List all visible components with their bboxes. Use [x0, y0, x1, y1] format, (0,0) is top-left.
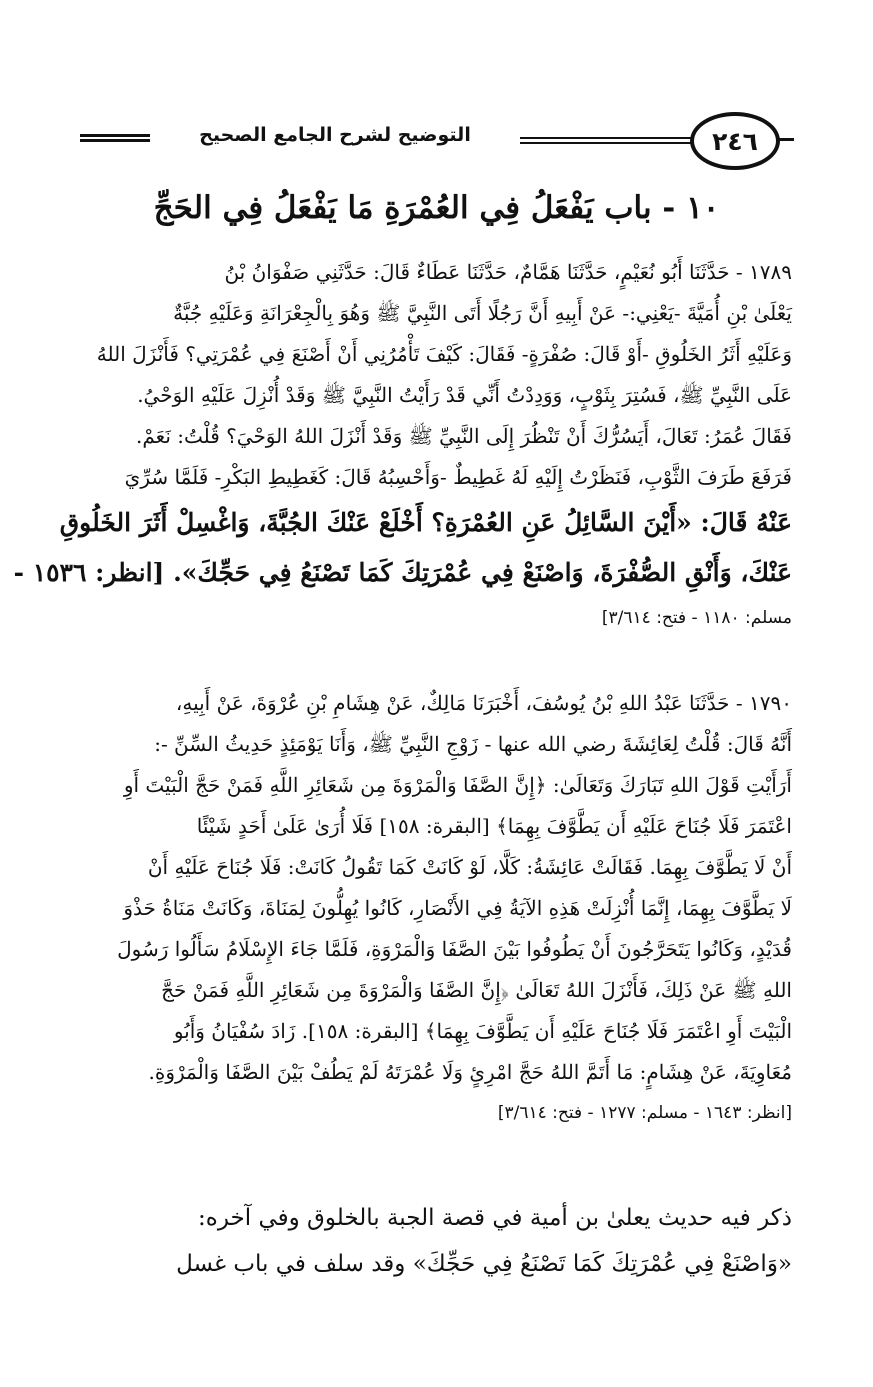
text-line: أَرَأَيْتِ قَوْلَ اللهِ تَبَارَكَ وَتَعَالَىٰ: ﴿إِنَّ الصَّفَا وَالْمَرْوَةَ مِن شَعَائِرِ اللَّهِ فَمَنْ حَجَّ الْبَيْتَ أَوِ: [123, 773, 792, 797]
text-line: عَلَى النَّبِيِّ ﷺ، فَسُتِرَ بِثَوْبٍ، وَوَدِدْتُ أَنِّي قَدْ رَأَيْتُ النَّبِيَّ ﷺ وَقَدْ أُنْزِلَ عَلَيْهِ الوَحْيُ.: [137, 383, 792, 407]
header-rule-middle: [520, 137, 710, 144]
text-line: ١٧٨٩ - حَدَّثَنَا أَبُو نُعَيْمٍ، حَدَّثَنَا هَمَّامٌ، حَدَّثَنَا عَطَاءٌ قَالَ: حَدَّثَنِي صَفْوَانُ بْنُ: [224, 260, 792, 284]
page-number: [690, 112, 780, 170]
chapter-title: ١٠ - باب يَفْعَلُ فِي العُمْرَةِ مَا يَفْعَلُ فِي الحَجِّ: [153, 190, 720, 226]
hadith-1789: [13, 252, 792, 639]
text-line: قُدَيْدٍ، وَكَانُوا يَتَحَرَّجُونَ أَنْ يَطُوفُوا بَيْنَ الصَّفَا وَالْمَرْوَةِ، فَلَمَّا جَاءَ الإِسْلَامُ سَأَلُوا رَسُولَ: [117, 937, 792, 961]
text-line: مُعَاوِيَةَ، عَنْ هِشَامٍ: مَا أَتَمَّ اللهُ حَجَّ امْرِئٍ وَلَا عُمْرَتَهُ لَمْ يَطُفْ بَيْنَ الصَّفَا وَالْمَرْوَةِ.: [148, 1060, 792, 1084]
text-line: ١٧٩٠ - حَدَّثَنَا عَبْدُ اللهِ بْنُ يُوسُفَ، أَخْبَرَنَا مَالِكٌ، عَنْ هِشَامِ بْنِ عُرْوَةَ، عَنْ أَبِيهِ،: [175, 691, 792, 715]
text-line: اعْتَمَرَ فَلَا جُنَاحَ عَلَيْهِ أَن يَطَّوَّفَ بِهِمَا﴾ [البقرة: ١٥٨] فَلَا أُرَىٰ عَلَىٰ أَحَدٍ شَيْئًا: [196, 814, 792, 838]
running-title: التوضيح لشرح الجامع الصحيح: [199, 124, 471, 146]
header-rule-left: [80, 134, 150, 144]
prophetic-quote-line: عَنْهُ قَالَ: «أَيْنَ السَّائِلُ عَنِ العُمْرَةِ؟ أَخْلَعْ عَنْكَ الجُبَّةَ، وَاغْسِلْ أَثَرَ الخَلُوقِ: [59, 508, 792, 537]
page-number-text: ٢٤٦: [712, 126, 758, 156]
text-line: فَرَفَعَ طَرَفَ الثَّوْبِ، فَنَظَرْتُ إِلَيْهِ لَهُ غَطِيطٌ -وَأَحْسِبُهُ قَالَ: كَغَطِيطِ البَكْرِ- فَلَمَّا سُرِّيَ: [124, 465, 792, 489]
commentary: [78, 1195, 792, 1287]
text-line: فَقَالَ عُمَرُ: تَعَالَ، أَيَسُرُّكَ أَنْ تَنْظُرَ إِلَى النَّبِيِّ ﷺ وَقَدْ أَنْزَلَ اللهُ الوَحْيَ؟ قُلْتُ: نَعَمْ.: [136, 424, 792, 448]
hadith-1790: [78, 683, 792, 1134]
commentary-line: ذكر فيه حديث يعلىٰ بن أمية في قصة الجبة بالخلوق وفي آخره:: [198, 1205, 792, 1231]
reference-line: [انظر: ١٦٤٣ - مسلم: ١٢٧٧ - فتح: ٣/٦١٤]: [497, 1103, 792, 1123]
prophetic-quote-line: عَنْكَ، وَأَنْقِ الصُّفْرَةَ، وَاصْنَعْ فِي عُمْرَتِكَ كَمَا تَصْنَعُ فِي حَجِّكَ». [انظر: ١٥٣٦ -: [13, 558, 792, 587]
text-line: أَنَّهُ قَالَ: قُلْتُ لِعَائِشَةَ رضي الله عنها - زَوْجِ النَّبِيِّ ﷺ، وَأَنَا يَوْمَئِذٍ حَدِيثُ السِّنِّ -:: [154, 732, 792, 756]
running-header: [80, 110, 793, 170]
commentary-line: «وَاصْنَعْ فِي عُمْرَتِكَ كَمَا تَصْنَعُ فِي حَجِّكَ» وقد سلف في باب غسل: [176, 1251, 792, 1277]
text-line: يَعْلَىٰ بْنِ أُمَيَّةَ -يَعْنِي:- عَنْ أَبِيهِ أَنَّ رَجُلًا أَتَى النَّبِيَّ ﷺ وَهُوَ بِالْجِعْرَانَةِ وَعَلَيْهِ جُبَّةٌ: [173, 301, 792, 325]
text-line: لَا يَطَّوَّفَ بِهِمَا، إِنَّمَا أُنْزِلَتْ هَذِهِ الآيَةُ فِي الأَنْصَارِ، كَانُوا يُهِلُّونَ لِمَنَاةَ، وَكَانَتْ مَنَاةُ حَذْوَ: [123, 896, 792, 920]
text-line: وَعَلَيْهِ أَثَرُ الخَلُوقِ -أَوْ قَالَ: صُفْرَةٍ- فَقَالَ: كَيْفَ تَأْمُرُنِي أَنْ أَصْنَعَ فِي عُمْرَتِي؟ فَأَنْزَلَ اللهُ: [96, 342, 792, 366]
text-line: الْبَيْتَ أَوِ اعْتَمَرَ فَلَا جُنَاحَ عَلَيْهِ أَن يَطَّوَّفَ بِهِمَا﴾ [البقرة: ١٥٨]. زَادَ سُفْيَانُ وَأَبُو: [173, 1019, 792, 1043]
reference-line: مسلم: ١١٨٠ - فتح: ٣/٦١٤]: [601, 608, 792, 628]
text-line: اللهِ ﷺ عَنْ ذَلِكَ، فَأَنْزَلَ اللهُ تَعَالَىٰ ﴿إِنَّ الصَّفَا وَالْمَرْوَةَ مِن شَعَائِرِ اللَّهِ فَمَنْ حَجَّ: [161, 978, 792, 1002]
text-line: أَنْ لَا يَطَّوَّفَ بِهِمَا. فَقَالَتْ عَائِشَةُ: كَلَّا، لَوْ كَانَتْ كَمَا تَقُولُ كَانَتْ: فَلَا جُنَاحَ عَلَيْهِ أَنْ: [147, 855, 792, 879]
